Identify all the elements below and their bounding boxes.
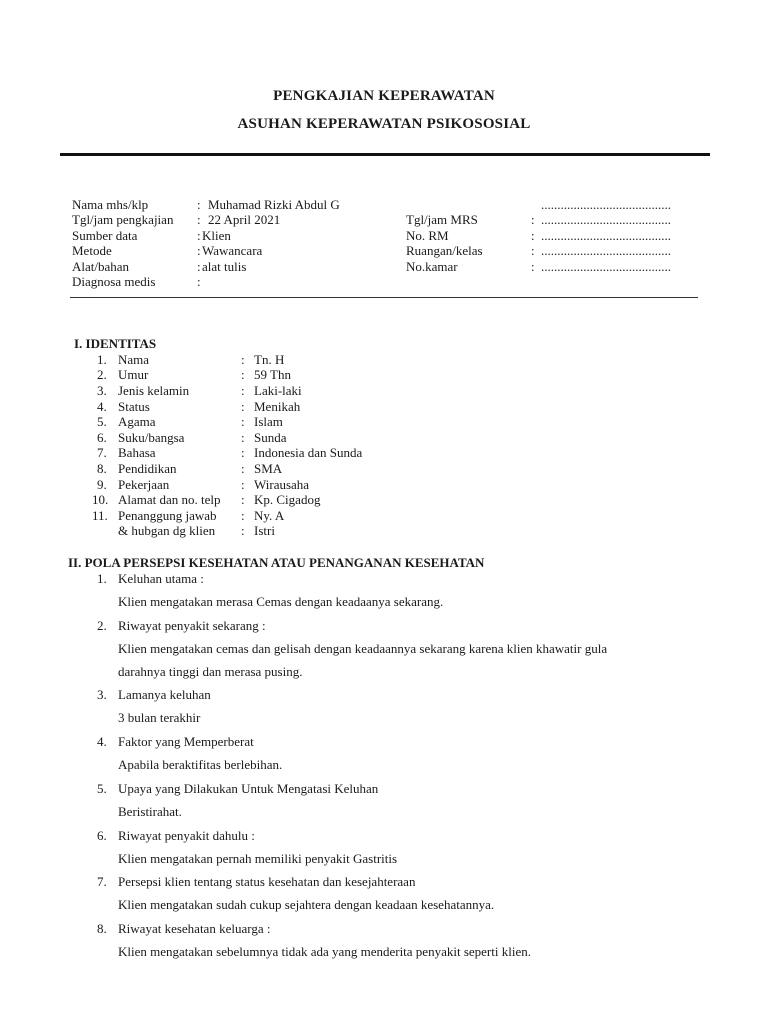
pola-answer: Apabila beraktifitas berlebihan. xyxy=(118,757,283,772)
header-sep: : xyxy=(197,259,201,274)
pola-question: Lamanya keluhan xyxy=(118,687,211,702)
identity-value: Islam xyxy=(254,414,283,429)
identity-sep: : xyxy=(241,477,245,492)
doc-title-line2: ASUHAN KEPERAWATAN PSIKOSOSIAL xyxy=(237,116,531,132)
identity-label: Agama xyxy=(118,414,156,429)
header-value: ........................................ xyxy=(541,197,671,212)
pola-question: Persepsi klien tentang status kesehatan dan kesejahteraan xyxy=(118,874,416,889)
pola-num: 8. xyxy=(97,921,107,936)
identity-sep: : xyxy=(241,383,245,398)
identity-label: Nama xyxy=(118,352,150,367)
identity-num: 8. xyxy=(97,461,107,476)
identity-value: 59 Thn xyxy=(254,367,291,382)
identity-sep: : xyxy=(241,492,245,507)
identity-label: Umur xyxy=(118,367,149,382)
identity-sep: : xyxy=(241,430,245,445)
header-sep: : xyxy=(531,228,535,243)
identity-num: 7. xyxy=(97,445,107,460)
pola-answer: 3 bulan terakhir xyxy=(118,710,201,725)
header-value: alat tulis xyxy=(202,259,247,274)
header-sep: : xyxy=(197,274,201,289)
pola-num: 2. xyxy=(97,618,107,633)
header-label: Alat/bahan xyxy=(72,259,130,274)
identity-sep: : xyxy=(241,352,245,367)
identity-sep: : xyxy=(241,399,245,414)
identity-value: Tn. H xyxy=(254,352,285,367)
header-value: Wawancara xyxy=(202,243,263,258)
identity-value: Kp. Cigadog xyxy=(254,492,321,507)
identity-sep: : xyxy=(241,414,245,429)
pola-num: 3. xyxy=(97,687,107,702)
identity-value: Wirausaha xyxy=(254,477,310,492)
identity-num: 2. xyxy=(97,367,107,382)
identity-label: Penanggung jawab xyxy=(118,508,217,523)
header-value: ........................................ xyxy=(541,228,671,243)
header-label: Ruangan/kelas xyxy=(406,243,483,258)
header-label: Nama mhs/klp xyxy=(72,197,149,212)
pola-question: Keluhan utama : xyxy=(118,571,204,586)
pola-num: 6. xyxy=(97,828,107,843)
identity-label: Pendidikan xyxy=(118,461,177,476)
pola-num: 4. xyxy=(97,734,107,749)
header-label: No.kamar xyxy=(406,259,458,274)
header-label: Sumber data xyxy=(72,228,138,243)
identity-num: 6. xyxy=(97,430,107,445)
header-sep: : xyxy=(197,243,201,258)
identity-value: SMA xyxy=(254,461,283,476)
identity-value: Menikah xyxy=(254,399,301,414)
header-sep: : xyxy=(531,259,535,274)
header-divider xyxy=(70,297,698,298)
section-title-identitas: I. IDENTITAS xyxy=(74,336,157,351)
header-sep: : xyxy=(531,212,535,227)
header-label: Tgl/jam pengkajian xyxy=(72,212,174,227)
pola-num: 5. xyxy=(97,781,107,796)
header-value: ........................................ xyxy=(541,243,671,258)
header-sep: : xyxy=(197,197,201,212)
pola-question: Upaya yang Dilakukan Untuk Mengatasi Keluhan xyxy=(118,781,379,796)
identity-num: 10. xyxy=(92,492,109,507)
header-value: Klien xyxy=(202,228,231,243)
header-value: Muhamad Rizki Abdul G xyxy=(208,197,340,212)
identity-label: & hubgan dg klien xyxy=(118,523,216,538)
header-sep: : xyxy=(531,243,535,258)
identity-label: Alamat dan no. telp xyxy=(118,492,221,507)
header-value: ........................................ xyxy=(541,259,671,274)
pola-answer: Klien mengatakan merasa Cemas dengan keadaanya sekarang. xyxy=(118,594,444,609)
pola-answer: Klien mengatakan pernah memiliki penyakit Gastritis xyxy=(118,851,398,866)
identity-num: 11. xyxy=(92,508,108,523)
identity-sep: : xyxy=(241,461,245,476)
identity-num: 9. xyxy=(97,477,107,492)
pola-num: 7. xyxy=(97,874,107,889)
identity-value: Ny. A xyxy=(254,508,285,523)
pola-answer: Klien mengatakan sudah cukup sejahtera dengan keadaan kesehatannya. xyxy=(118,897,495,912)
identity-value: Indonesia dan Sunda xyxy=(254,445,363,460)
identity-sep: : xyxy=(241,445,245,460)
identity-value: Sunda xyxy=(254,430,287,445)
header-label: Metode xyxy=(72,243,112,258)
identity-sep: : xyxy=(241,508,245,523)
header-value: ........................................ xyxy=(541,212,671,227)
header-sep: : xyxy=(197,228,201,243)
identity-label: Jenis kelamin xyxy=(118,383,190,398)
identity-num: 1. xyxy=(97,352,107,367)
pola-question: Riwayat penyakit dahulu : xyxy=(118,828,255,843)
identity-num: 4. xyxy=(97,399,107,414)
header-label: Tgl/jam MRS xyxy=(406,212,478,227)
pola-question: Faktor yang Memperberat xyxy=(118,734,254,749)
pola-answer: Klien mengatakan cemas dan gelisah dengan keadaannya sekarang karena klien khawatir gula xyxy=(118,641,608,656)
identity-label: Status xyxy=(118,399,150,414)
pola-question: Riwayat kesehatan keluarga : xyxy=(118,921,271,936)
doc-title-line1: PENGKAJIAN KEPERAWATAN xyxy=(273,88,495,104)
pola-answer: Beristirahat. xyxy=(118,804,182,819)
pola-question: Riwayat penyakit sekarang : xyxy=(118,618,266,633)
header-label: No. RM xyxy=(406,228,449,243)
section-title-pola-persepsi: II. POLA PERSEPSI KESEHATAN ATAU PENANGANAN KESEHATAN xyxy=(68,555,485,570)
identity-num: 3. xyxy=(97,383,107,398)
pola-answer: Klien mengatakan sebelumnya tidak ada yang menderita penyakit seperti klien. xyxy=(118,944,531,959)
pola-num: 1. xyxy=(97,571,107,586)
identity-num: 5. xyxy=(97,414,107,429)
identity-sep: : xyxy=(241,523,245,538)
header-sep: : xyxy=(197,212,201,227)
header-label: Diagnosa medis xyxy=(72,274,156,289)
header-value: 22 April 2021 xyxy=(208,212,281,227)
identity-label: Bahasa xyxy=(118,445,156,460)
title-divider xyxy=(60,153,710,156)
identity-value: Laki-laki xyxy=(254,383,302,398)
identity-sep: : xyxy=(241,367,245,382)
pola-answer: darahnya tinggi dan merasa pusing. xyxy=(118,664,303,679)
identity-label: Suku/bangsa xyxy=(118,430,185,445)
identity-label: Pekerjaan xyxy=(118,477,170,492)
identity-value: Istri xyxy=(254,523,275,538)
